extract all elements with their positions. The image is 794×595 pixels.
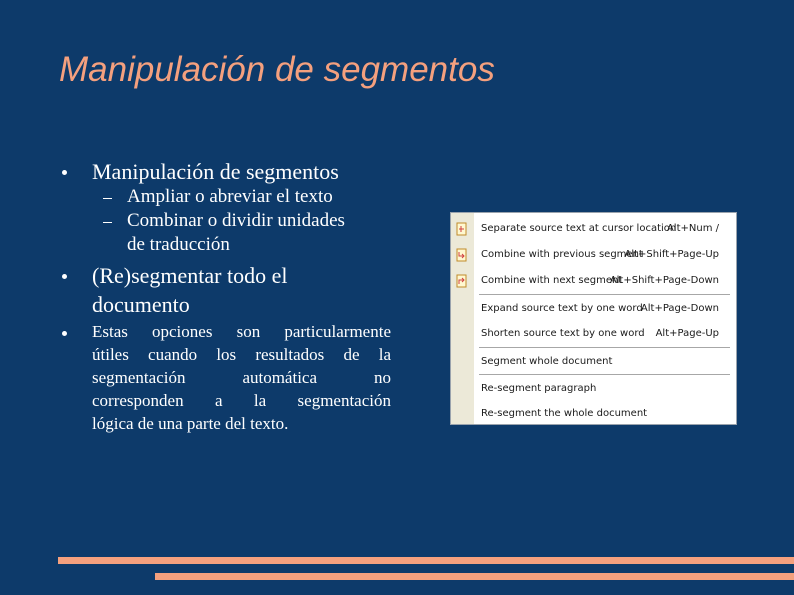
menu-separator bbox=[479, 374, 730, 375]
bullet-3-paragraph bbox=[92, 320, 391, 435]
menu-item-separate-source[interactable] bbox=[451, 219, 736, 239]
para-line: segmentación automática no bbox=[92, 368, 391, 387]
menu-item-label: Re-segment the whole document bbox=[481, 408, 648, 419]
sub-bullet-2: Combinar o dividir unidades bbox=[127, 210, 345, 231]
menu-separator bbox=[479, 347, 730, 348]
bullet-2-line2: documento bbox=[92, 292, 190, 317]
menu-item-label: Expand source text by one word bbox=[481, 303, 643, 314]
menu-item-label: Combine with previous segment bbox=[481, 249, 643, 260]
para-line: Estas opciones son particularmente bbox=[92, 322, 391, 341]
menu-item-resegment-paragraph[interactable] bbox=[451, 379, 736, 399]
accent-bar-top bbox=[58, 557, 794, 564]
sub-bullet-2-cont: de traducción bbox=[127, 234, 230, 255]
menu-item-shortcut: Alt+Page-Up bbox=[655, 328, 719, 339]
menu-item-combine-next[interactable] bbox=[451, 271, 736, 291]
combine-previous-icon bbox=[456, 248, 468, 260]
bullet-dot bbox=[62, 331, 67, 336]
sub-bullet-dash bbox=[103, 198, 112, 199]
bullet-1-text: Manipulación de segmentos bbox=[92, 159, 339, 184]
menu-item-resegment-document[interactable] bbox=[451, 404, 736, 424]
menu-item-shortcut: Alt+Shift+Page-Down bbox=[609, 275, 719, 286]
bullet-2-line1: (Re)segmentar todo el bbox=[92, 263, 288, 288]
segment-context-menu bbox=[450, 212, 737, 425]
bullet-dot bbox=[62, 170, 67, 175]
menu-item-shortcut: Alt+Shift+Page-Up bbox=[624, 249, 719, 260]
bullet-dot bbox=[62, 274, 67, 279]
menu-item-expand-source[interactable] bbox=[451, 299, 736, 319]
menu-item-label: Separate source text at cursor location bbox=[481, 223, 677, 234]
menu-item-label: Shorten source text by one word bbox=[481, 328, 645, 339]
menu-item-label: Combine with next segment bbox=[481, 275, 623, 286]
menu-item-shorten-source[interactable] bbox=[451, 324, 736, 344]
menu-separator bbox=[479, 294, 730, 295]
menu-item-segment-document[interactable] bbox=[451, 352, 736, 372]
para-line: útiles cuando los resultados de la bbox=[92, 345, 391, 364]
para-line: corresponden a la segmentación bbox=[92, 391, 391, 410]
menu-item-label: Re-segment paragraph bbox=[481, 383, 597, 394]
sub-bullet-1: Ampliar o abreviar el texto bbox=[127, 186, 333, 207]
accent-bar-bottom bbox=[155, 573, 794, 580]
sub-bullet-dash bbox=[103, 222, 112, 223]
slide-title: Manipulación de segmentos bbox=[59, 50, 495, 89]
menu-item-label: Segment whole document bbox=[481, 356, 613, 367]
menu-item-shortcut: Alt+Page-Down bbox=[640, 303, 719, 314]
para-line: lógica de una parte del texto. bbox=[92, 414, 289, 433]
combine-next-icon bbox=[456, 274, 468, 286]
split-segment-icon bbox=[456, 222, 468, 234]
menu-item-combine-previous[interactable] bbox=[451, 245, 736, 265]
menu-item-shortcut: Alt+Num / bbox=[666, 223, 719, 234]
